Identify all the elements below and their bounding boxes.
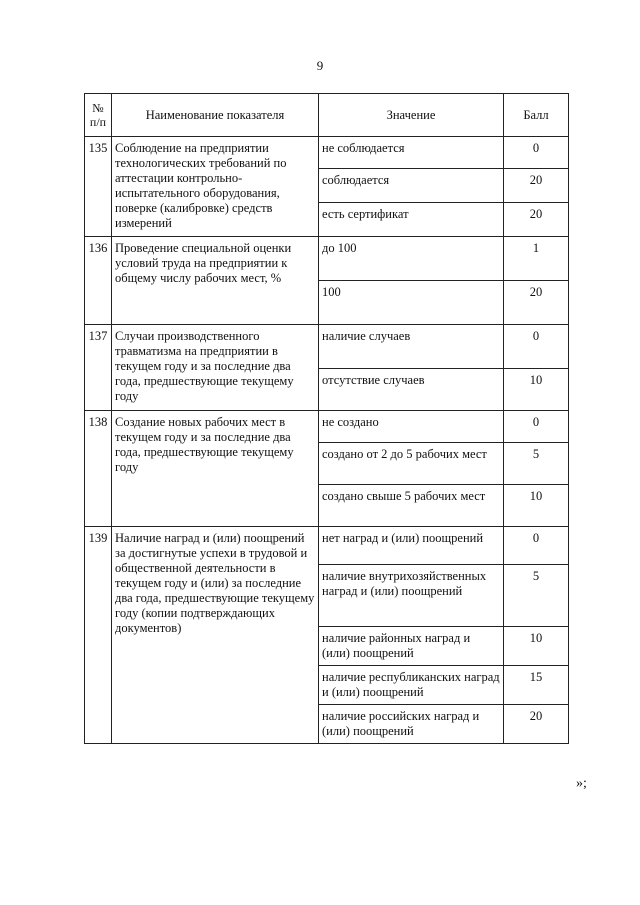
table-row: [85, 527, 569, 565]
option-score: 0: [504, 411, 569, 443]
row-number: 137: [85, 325, 112, 411]
table-row: [85, 237, 569, 281]
option-score: 10: [504, 485, 569, 527]
indicators-table: [84, 93, 569, 744]
option-value: есть сертификат: [319, 203, 504, 237]
table-row: [85, 411, 569, 443]
header-score: Балл: [504, 94, 569, 137]
row-number: 136: [85, 237, 112, 325]
option-score: 15: [504, 666, 569, 705]
option-score: 0: [504, 325, 569, 369]
header-num: № п/п: [85, 94, 112, 137]
indicator-name: Наличие наград и (или) поощрений за достигнутые успехи в трудовой и общественной деятельности в текущем году и (или) за последние два года, предшествующие текущему году (копии подтверждающих документов): [112, 527, 319, 744]
option-value: не создано: [319, 411, 504, 443]
option-score: 0: [504, 137, 569, 169]
table-header-row: [85, 94, 569, 137]
option-value: наличие республиканских наград и (или) поощрений: [319, 666, 504, 705]
option-value: наличие внутрихозяйственных наград и (или) поощрений: [319, 565, 504, 627]
row-number: 139: [85, 527, 112, 744]
option-score: 1: [504, 237, 569, 281]
indicator-name: Проведение специальной оценки условий труда на предприятии к общему числу рабочих мест, %: [112, 237, 319, 325]
option-score: 20: [504, 169, 569, 203]
indicator-name: Создание новых рабочих мест в текущем году и за последние два года, предшествующие текущему году: [112, 411, 319, 527]
header-name: Наименование показателя: [112, 94, 319, 137]
option-score: 5: [504, 565, 569, 627]
option-value: до 100: [319, 237, 504, 281]
option-score: 10: [504, 627, 569, 666]
option-value: соблюдается: [319, 169, 504, 203]
option-value: создано от 2 до 5 рабочих мест: [319, 443, 504, 485]
option-score: 0: [504, 527, 569, 565]
option-value: создано свыше 5 рабочих мест: [319, 485, 504, 527]
table-body: [85, 137, 569, 744]
page-number: 9: [316, 58, 324, 73]
indicator-name: Соблюдение на предприятии технологических требований по аттестации контрольно-испытательного оборудования, поверке (калибровке) средств измерений: [112, 137, 319, 237]
indicator-name: Случаи производственного травматизма на предприятии в текущем году и за последние два года, предшествующие текущему году: [112, 325, 319, 411]
option-score: 20: [504, 705, 569, 744]
row-number: 135: [85, 137, 112, 237]
table-row: [85, 137, 569, 169]
closing-quote: »;: [576, 776, 587, 791]
option-score: 5: [504, 443, 569, 485]
option-value: наличие российских наград и (или) поощрений: [319, 705, 504, 744]
option-value: не соблюдается: [319, 137, 504, 169]
table-row: [85, 325, 569, 369]
option-score: 20: [504, 203, 569, 237]
option-value: отсутствие случаев: [319, 369, 504, 411]
option-value: нет наград и (или) поощрений: [319, 527, 504, 565]
option-value: наличие случаев: [319, 325, 504, 369]
option-value: наличие районных наград и (или) поощрений: [319, 627, 504, 666]
option-value: 100: [319, 281, 504, 325]
option-score: 10: [504, 369, 569, 411]
option-score: 20: [504, 281, 569, 325]
row-number: 138: [85, 411, 112, 527]
header-value: Значение: [319, 94, 504, 137]
